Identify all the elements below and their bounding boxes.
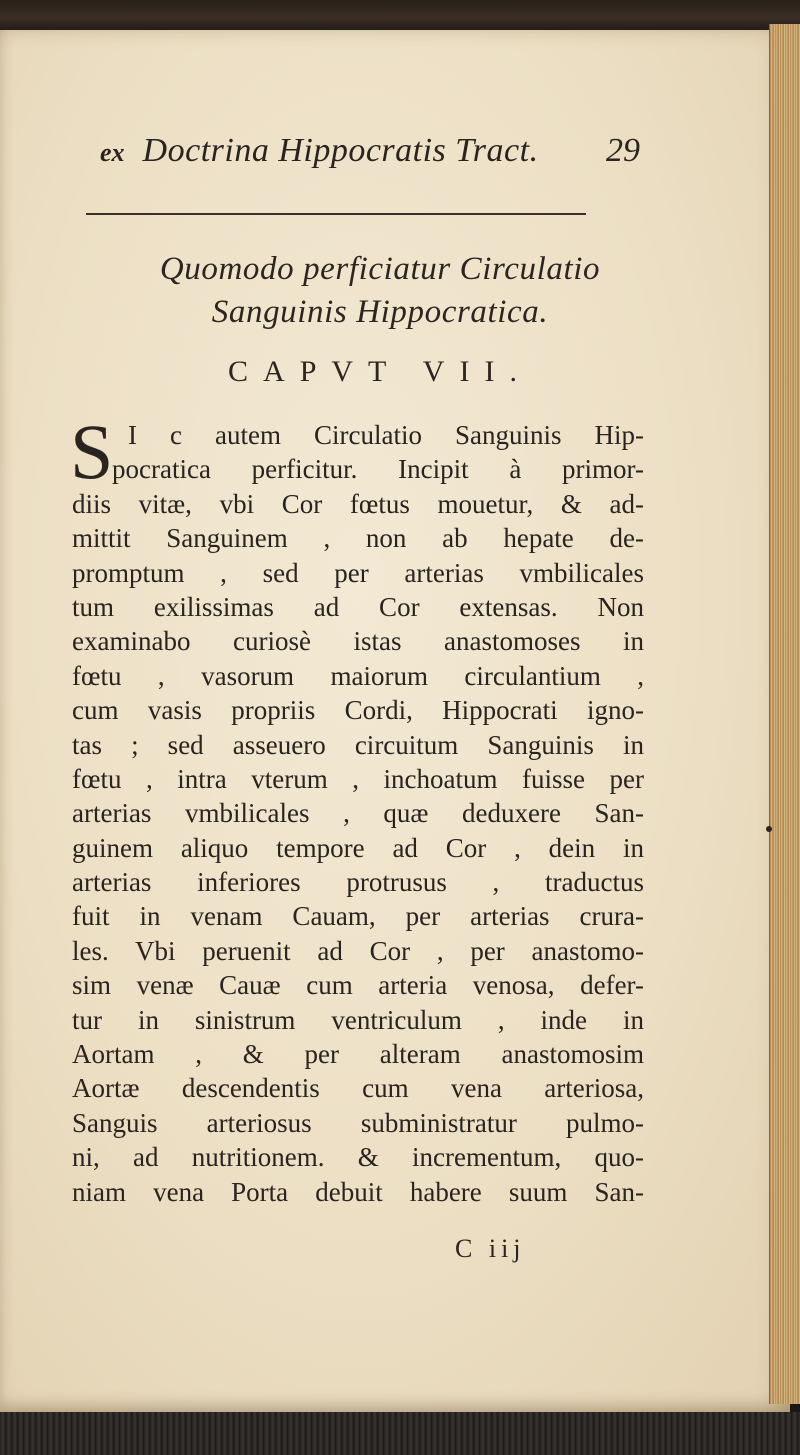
text-line: promptum , sed per arterias vmbilicales	[72, 557, 644, 588]
chapter-title: CAPVT VII.	[228, 355, 532, 388]
text-line: fœtu , intra vterum , inchoatum fuisse per	[72, 763, 644, 794]
page-edges	[769, 24, 800, 1404]
text-line: niam vena Porta debuit habere suum San-	[72, 1176, 644, 1207]
section-heading	[80, 248, 680, 338]
body-text	[70, 408, 644, 1209]
text-line: mittit Sanguinem , non ab hepate de-	[72, 523, 644, 554]
text-line: sim venæ Cauæ cum arteria venosa, defer-	[72, 970, 644, 1001]
running-header	[100, 132, 640, 182]
ink-speck	[766, 826, 772, 832]
text-line: examinabo curiosè istas anastomoses in	[72, 626, 644, 657]
text-line: guinem aliquo tempore ad Cor , dein in	[72, 832, 644, 863]
bottom-band	[0, 1412, 800, 1455]
text-line: les. Vbi peruenit ad Cor , per anastomo-	[72, 935, 644, 966]
text-line: diis vitæ, vbi Cor fœtus mouetur, & ad-	[72, 488, 644, 519]
book-page	[0, 30, 790, 1415]
drop-cap: S	[70, 408, 114, 495]
text-line: Sanguis arteriosus subministratur pulmo-	[72, 1107, 644, 1138]
header-rule	[86, 213, 586, 215]
text-line: Aortam , & per alteram anastomosim	[72, 1039, 644, 1070]
text-line: I c autem Circulatio Sanguinis Hip-	[128, 420, 644, 450]
text-line: arterias vmbilicales , quæ deduxere San-	[72, 798, 644, 829]
text-line: fœtu , vasorum maiorum circulantium ,	[72, 660, 644, 691]
running-title: Doctrina Hippocratis Tract.	[142, 132, 539, 169]
catchword: C iij	[455, 1234, 526, 1263]
text-line: tur in sinistrum ventriculum , inde in	[72, 1004, 644, 1035]
heading-line-1: Quomodo perficiatur Circulatio	[159, 251, 601, 287]
heading-line-2: Sanguinis Hippocratica.	[211, 294, 549, 330]
text-line: pocratica perficitur. Incipit à primor-	[112, 454, 644, 485]
page-number: 29	[606, 132, 640, 169]
text-line: arterias inferiores protrusus , traductus	[72, 867, 644, 898]
text-line: tum exilissimas ad Cor extensas. Non	[72, 591, 644, 622]
text-line: tas ; sed asseuero circuitum Sanguinis in	[72, 729, 644, 760]
text-line: Aortæ descendentis cum vena arteriosa,	[72, 1073, 644, 1104]
text-line: fuit in venam Cauam, per arterias crura-	[72, 901, 644, 932]
signature-mark: ex	[100, 138, 125, 167]
text-line: ni, ad nutritionem. & incrementum, quo-	[72, 1142, 644, 1173]
text-line: cum vasis propriis Cordi, Hippocrati igno-	[72, 695, 644, 726]
